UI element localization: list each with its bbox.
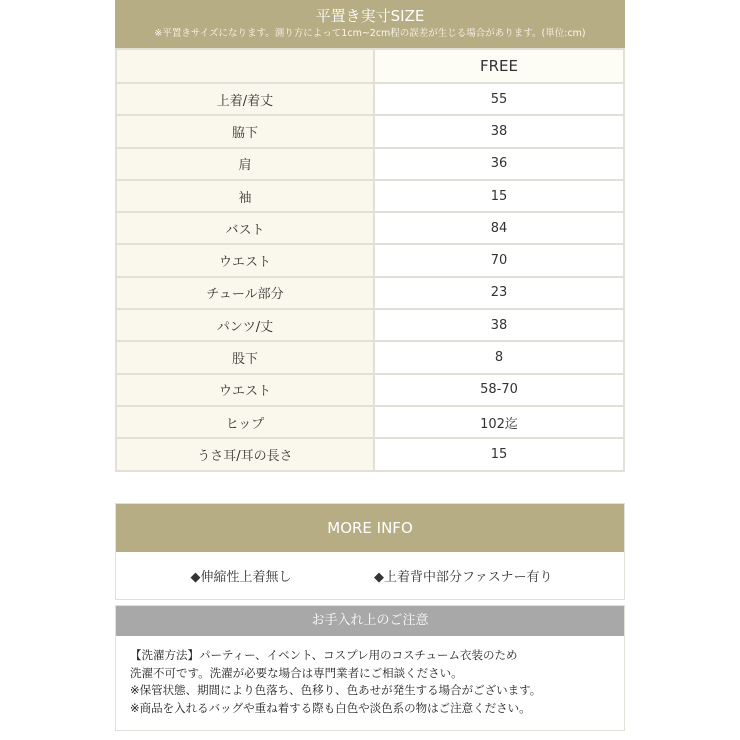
size-note: ※平置きサイズになります。測り方によって1cm~2cm程の誤差が生じる場合があります。(単位:cm): [154, 28, 586, 39]
size-row-label: 袖: [116, 180, 374, 212]
size-row: [116, 341, 624, 373]
size-row-value: 15: [374, 180, 624, 212]
size-row-value: 36: [374, 148, 624, 180]
size-row-label: 肩: [116, 148, 374, 180]
size-row-label: パンツ/丈: [116, 309, 374, 341]
size-row: [116, 244, 624, 276]
size-row: [116, 148, 624, 180]
size-row-label: 上着/着丈: [116, 83, 374, 115]
size-table: [115, 48, 625, 472]
more-info-title: MORE INFO: [116, 504, 624, 552]
more-info-items: [116, 552, 624, 599]
care-line: 【洗濯方法】パーティー、イベント、コスプレ用のコスチューム衣装のため: [130, 648, 518, 662]
care-section: [115, 605, 625, 731]
size-row-value: 23: [374, 277, 624, 309]
size-row: [116, 83, 624, 115]
size-row: [116, 309, 624, 341]
more-info-item: ◆上着背中部分ファスナー有り: [374, 570, 553, 585]
size-row: [116, 180, 624, 212]
size-row: [116, 438, 624, 470]
size-title: 平置き実寸SIZE: [315, 7, 425, 25]
care-line: ※保管状態、期間により色落ち、色移り、色あせが発生する場合がございます。: [130, 683, 542, 697]
size-header: [115, 0, 625, 48]
size-row-label: 股下: [116, 341, 374, 373]
size-row-value: 84: [374, 212, 624, 244]
care-line: 洗濯不可です。洗濯が必要な場合は専門業者にご相談ください。: [130, 665, 463, 680]
more-info-item: ◆伸縮性上着無し: [190, 570, 292, 585]
size-row-value: 70: [374, 244, 624, 276]
size-row-label: ウエスト: [116, 244, 374, 276]
size-column-header: FREE: [374, 49, 624, 83]
size-row-label: チュール部分: [116, 277, 374, 309]
size-row-label: 脇下: [116, 115, 374, 147]
size-row-value: 102迄: [374, 406, 624, 438]
size-row: [116, 374, 624, 406]
size-row: [116, 277, 624, 309]
care-body: [116, 636, 624, 717]
size-row-value: 38: [374, 115, 624, 147]
size-section: [115, 0, 625, 472]
size-row-label: うさ耳/耳の長さ: [116, 438, 374, 470]
size-row-label: ヒップ: [116, 406, 374, 438]
size-row-value: 38: [374, 309, 624, 341]
size-row: [116, 406, 624, 438]
size-table-header-row: [116, 49, 624, 83]
size-row-value: 15: [374, 438, 624, 470]
size-row: [116, 115, 624, 147]
more-info-section: [115, 503, 625, 600]
size-row-value: 58-70: [374, 374, 624, 406]
size-row-label: ウエスト: [116, 374, 374, 406]
care-line: ※商品を入れるバッグや重ね着する際も白色や淡色系の物はご注意ください。: [130, 700, 531, 715]
size-row-label: バスト: [116, 212, 374, 244]
size-table-corner: [116, 49, 374, 83]
size-row: [116, 212, 624, 244]
size-row-value: 55: [374, 83, 624, 115]
size-row-value: 8: [374, 341, 624, 373]
care-title: お手入れ上のご注意: [116, 606, 624, 636]
